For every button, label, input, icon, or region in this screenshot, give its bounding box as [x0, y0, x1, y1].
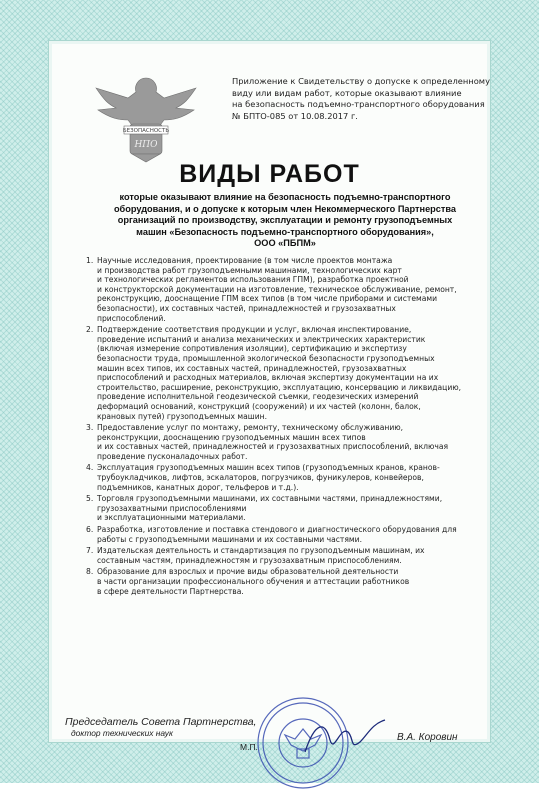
work-item-line: строительство, расширение, реконструкцию, эксплуатацию, консервацию и ликвидацию, [97, 382, 462, 392]
work-item-line: Торговля грузоподъемными машинами, их составными частями, принадлежностями, [97, 494, 443, 504]
annex-line: на безопасность подъемно-транспортного оборудования [232, 99, 485, 109]
work-item-line: машин всех типов, их составных частей, принадлежностей, грузозахватных [97, 363, 407, 373]
work-item-line: безопасности труда, промышленной экологической безопасности грузоподъемных [97, 353, 435, 363]
work-item-number: 7. [86, 546, 94, 556]
work-item-line: подъемников, канатных дорог, тельферов и т.д.). [97, 482, 299, 492]
signer-block [65, 716, 256, 738]
work-item-line: реконструкцию, дооснащение ГПМ всех типов (в том числе приборами и системами [97, 294, 438, 304]
work-item-line: трубоукладчиков, лифтов, эскалаторов, погрузчиков, фуникулеров, конвейеров, [97, 473, 424, 483]
work-item [86, 423, 494, 461]
work-item-line: составным частям, принадлежностям и грузозахватным приспособлениям. [97, 555, 402, 565]
work-item-line: Научные исследования, проектирование (в том числе проектов монтажа [97, 256, 393, 265]
work-item-line: приспособлений. [97, 313, 166, 323]
seal-place-label: М.П. [240, 742, 258, 752]
work-item-line: Разработка, изготовление и поставка стендового и диагностического оборудования для [97, 525, 457, 535]
emblem-code: НПО [134, 140, 158, 150]
document-title: ВИДЫ РАБОТ [179, 160, 360, 188]
annex-line: № БПТО-085 от 10.08.2017 г. [232, 110, 358, 121]
signer-position: Председатель Совета Партнерства, [65, 716, 257, 728]
subtitle-line: организаций по производству, эксплуатации и ремонту грузоподъемных [117, 215, 453, 226]
work-types-list [86, 256, 494, 598]
work-item-number: 8. [86, 567, 94, 577]
work-item-line: в сфере деятельности Партнерства. [97, 586, 244, 596]
eagle-emblem-icon [86, 68, 206, 163]
work-item-number: 6. [86, 525, 94, 535]
work-item-line: и конструкторской документации на изготовление, техническое обслуживание, ремонт, [97, 284, 457, 294]
work-item-line: безопасности), их составных частей, принадлежностей и грузозахватных [97, 303, 396, 313]
work-item-line: проведение исполнительной геодезической съемки, геодезических измерений [97, 392, 419, 402]
annex-line: Приложение к Свидетельству о допуске к определенному [232, 76, 490, 86]
work-item-line: и эксплуатационными материалами. [97, 513, 246, 523]
work-item-line: Издательская деятельность и стандартизация по грузоподъемным машинам, их [97, 546, 425, 556]
work-item [86, 494, 494, 523]
subtitle-line: которые оказывают влияние на безопасность подъемно-транспортного [119, 192, 451, 202]
work-item-line: (включая измерение сопротивления изоляции), сертификацию и экспертизу [97, 344, 407, 354]
work-item [86, 546, 494, 565]
work-item [86, 463, 494, 492]
work-item-line: приспособлений и расходных материалов, включая экспертизу документации на их [97, 373, 439, 383]
handwritten-signature [300, 712, 390, 762]
work-item-line: деформаций оснований, конструкций (сооружений) и их частей (колонн, балок, [97, 401, 421, 411]
work-item [86, 525, 494, 544]
work-item-line: проведение испытаний и анализа механических и электрических характеристик [97, 334, 426, 344]
document-subtitle [100, 192, 470, 250]
work-item-line: реконструкции, дооснащению грузоподъемных машин всех типов [97, 432, 366, 442]
work-item-line: и их составных частей, принадлежностей и грузозахватных приспособлений, включая [97, 442, 449, 452]
subtitle-line: машин «Безопасность подъемно-транспортного оборудования», [136, 226, 434, 237]
annex-note [232, 76, 492, 122]
work-item-line: грузозахватными приспособлениями [97, 503, 247, 513]
subtitle-line: оборудования, и о допуске к которым член Некоммерческого Партнерства [113, 203, 457, 214]
work-item-number: 5. [86, 494, 94, 504]
work-item-number: 3. [86, 423, 94, 433]
work-item [86, 325, 494, 421]
work-item-number: 2. [86, 325, 94, 335]
work-item-line: в части организации профессионального обучения и аттестации работников [97, 577, 410, 586]
work-item-line: Подтверждение соответствия продукции и услуг, включая инспектирование, [97, 325, 412, 335]
work-item-line: проведение пусконаладочных работ. [97, 451, 248, 461]
work-item-line: и производства работ грузоподъемными машинами, технологических карт [97, 265, 402, 275]
subtitle-line: ООО «ПБПМ» [254, 238, 316, 249]
annex-line: виду или видам работ, которые оказывают влияние [232, 87, 462, 98]
work-item-line: Эксплуатация грузоподъемных машин всех типов (грузоподъемных кранов, кранов- [97, 463, 440, 473]
work-item-line: Образование для взрослых и прочие виды образовательной деятельности [97, 567, 399, 577]
work-item [86, 567, 494, 596]
work-item-number: 1. [86, 256, 94, 265]
work-item-line: работы с грузоподъемными машинами и их составными частями. [97, 534, 363, 544]
work-item-number: 4. [86, 463, 94, 473]
work-item-line: крановых путей) грузоподъемных машин. [97, 411, 268, 421]
work-item-line: и технологических регламентов использования ГПМ), разработка проектной [97, 275, 409, 285]
work-item-line: Предоставление услуг по монтажу, ремонту, техническому обслуживанию, [97, 423, 404, 433]
work-item [86, 256, 494, 323]
emblem-label: БЕЗОПАСНОСТЬ [122, 128, 170, 134]
signer-degree: доктор технических наук [71, 728, 173, 738]
signer-name: В.А. Коровин [397, 732, 458, 743]
